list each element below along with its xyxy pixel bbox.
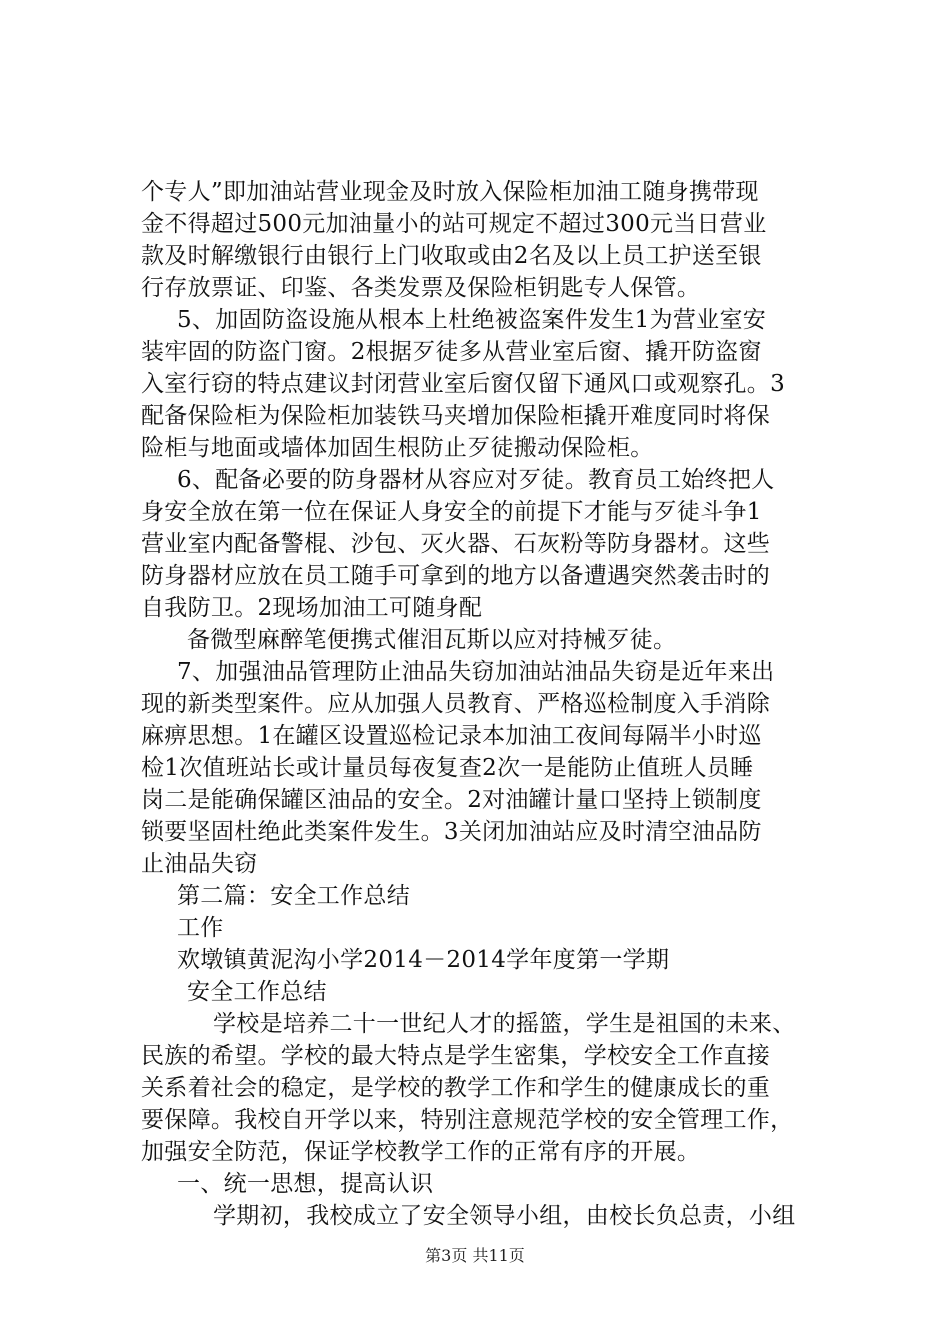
text-line: 锁要坚固杜绝此类案件发生。3关闭加油站应及时清空油品防: [141, 819, 762, 845]
document-title: 安全工作总结: [187, 979, 327, 1005]
paragraph-start: 学校是培养二十一世纪人才的摇篮，学生是祖国的未来、: [213, 1011, 796, 1037]
text-line: 自我防卫。2现场加油工可随身配: [141, 595, 483, 621]
text-line: 检1次值班站长或计量员每夜复查2次一是能防止值班人员睡: [141, 755, 754, 781]
text-line: 个专人”即加油站营业现金及时放入保险柜加油工随身携带现: [141, 179, 759, 205]
paragraph-start: 备微型麻醉笔便携式催泪瓦斯以应对持械歹徒。: [187, 627, 677, 653]
text-line: 装牢固的防盗门窗。2根据歹徒多从营业室后窗、撬开防盗窗: [141, 339, 762, 365]
text-line: 麻痹思想。1在罐区设置巡检记录本加油工夜间每隔半小时巡: [141, 723, 762, 749]
text-line: 配备保险柜为保险柜加装铁马夹增加保险柜撬开难度同时将保: [141, 403, 771, 429]
text-line: 金不得超过500元加油量小的站可规定不超过300元当日营业: [141, 211, 767, 237]
text-line: 防身器材应放在员工随手可拿到的地方以备遭遇突然袭击时的: [141, 563, 771, 589]
text-line: 现的新类型案件。应从加强人员教育、严格巡检制度入手消除: [141, 691, 771, 717]
page-number-footer: 第3页 共11页: [425, 1246, 525, 1265]
text-line: 工作: [177, 915, 224, 941]
paragraph-start: 6、配备必要的防身器材从容应对歹徒。教育员工始终把人: [177, 467, 775, 493]
subsection-heading: 一、统一思想，提高认识: [177, 1171, 434, 1197]
text-line: 关系着社会的稳定，是学校的教学工作和学生的健康成长的重: [141, 1075, 771, 1101]
paragraph-start: 5、加固防盗设施从根本上杜绝被盗案件发生1为营业室安: [177, 307, 767, 333]
text-line: 行存放票证、印鉴、各类发票及保险柜钥匙专人保管。: [141, 275, 701, 301]
section-heading: 第二篇：安全工作总结: [177, 883, 410, 909]
text-line: 营业室内配备警棍、沙包、灭火器、石灰粉等防身器材。这些: [141, 531, 771, 557]
paragraph-start: 7、加强油品管理防止油品失窃加油站油品失窃是近年来出: [177, 659, 775, 685]
text-line: 岗二是能确保罐区油品的安全。2对油罐计量口坚持上锁制度: [141, 787, 762, 813]
text-line: 险柜与地面或墙体加固生根防止歹徒搬动保险柜。: [141, 435, 654, 461]
text-line: 加强安全防范，保证学校教学工作的正常有序的开展。: [141, 1139, 701, 1165]
text-line: 要保障。我校自开学以来，特别注意规范学校的安全管理工作，: [141, 1107, 794, 1133]
text-line: 款及时解缴银行由银行上门收取或由2名及以上员工护送至银: [141, 243, 762, 269]
school-title: 欢墩镇黄泥沟小学2014－2014学年度第一学期: [177, 947, 670, 973]
text-line: 身安全放在第一位在保证人身安全的前提下才能与歹徒斗争1: [141, 499, 762, 525]
text-line: 民族的希望。学校的最大特点是学生密集，学校安全工作直接: [141, 1043, 771, 1069]
document-body: [141, 176, 841, 1232]
text-line: 止油品失窃: [141, 851, 258, 877]
text-line: 入室行窃的特点建议封闭营业室后窗仅留下通风口或观察孔。3: [141, 371, 786, 397]
paragraph-start: 学期初，我校成立了安全领导小组，由校长负总责，小组: [213, 1203, 796, 1229]
